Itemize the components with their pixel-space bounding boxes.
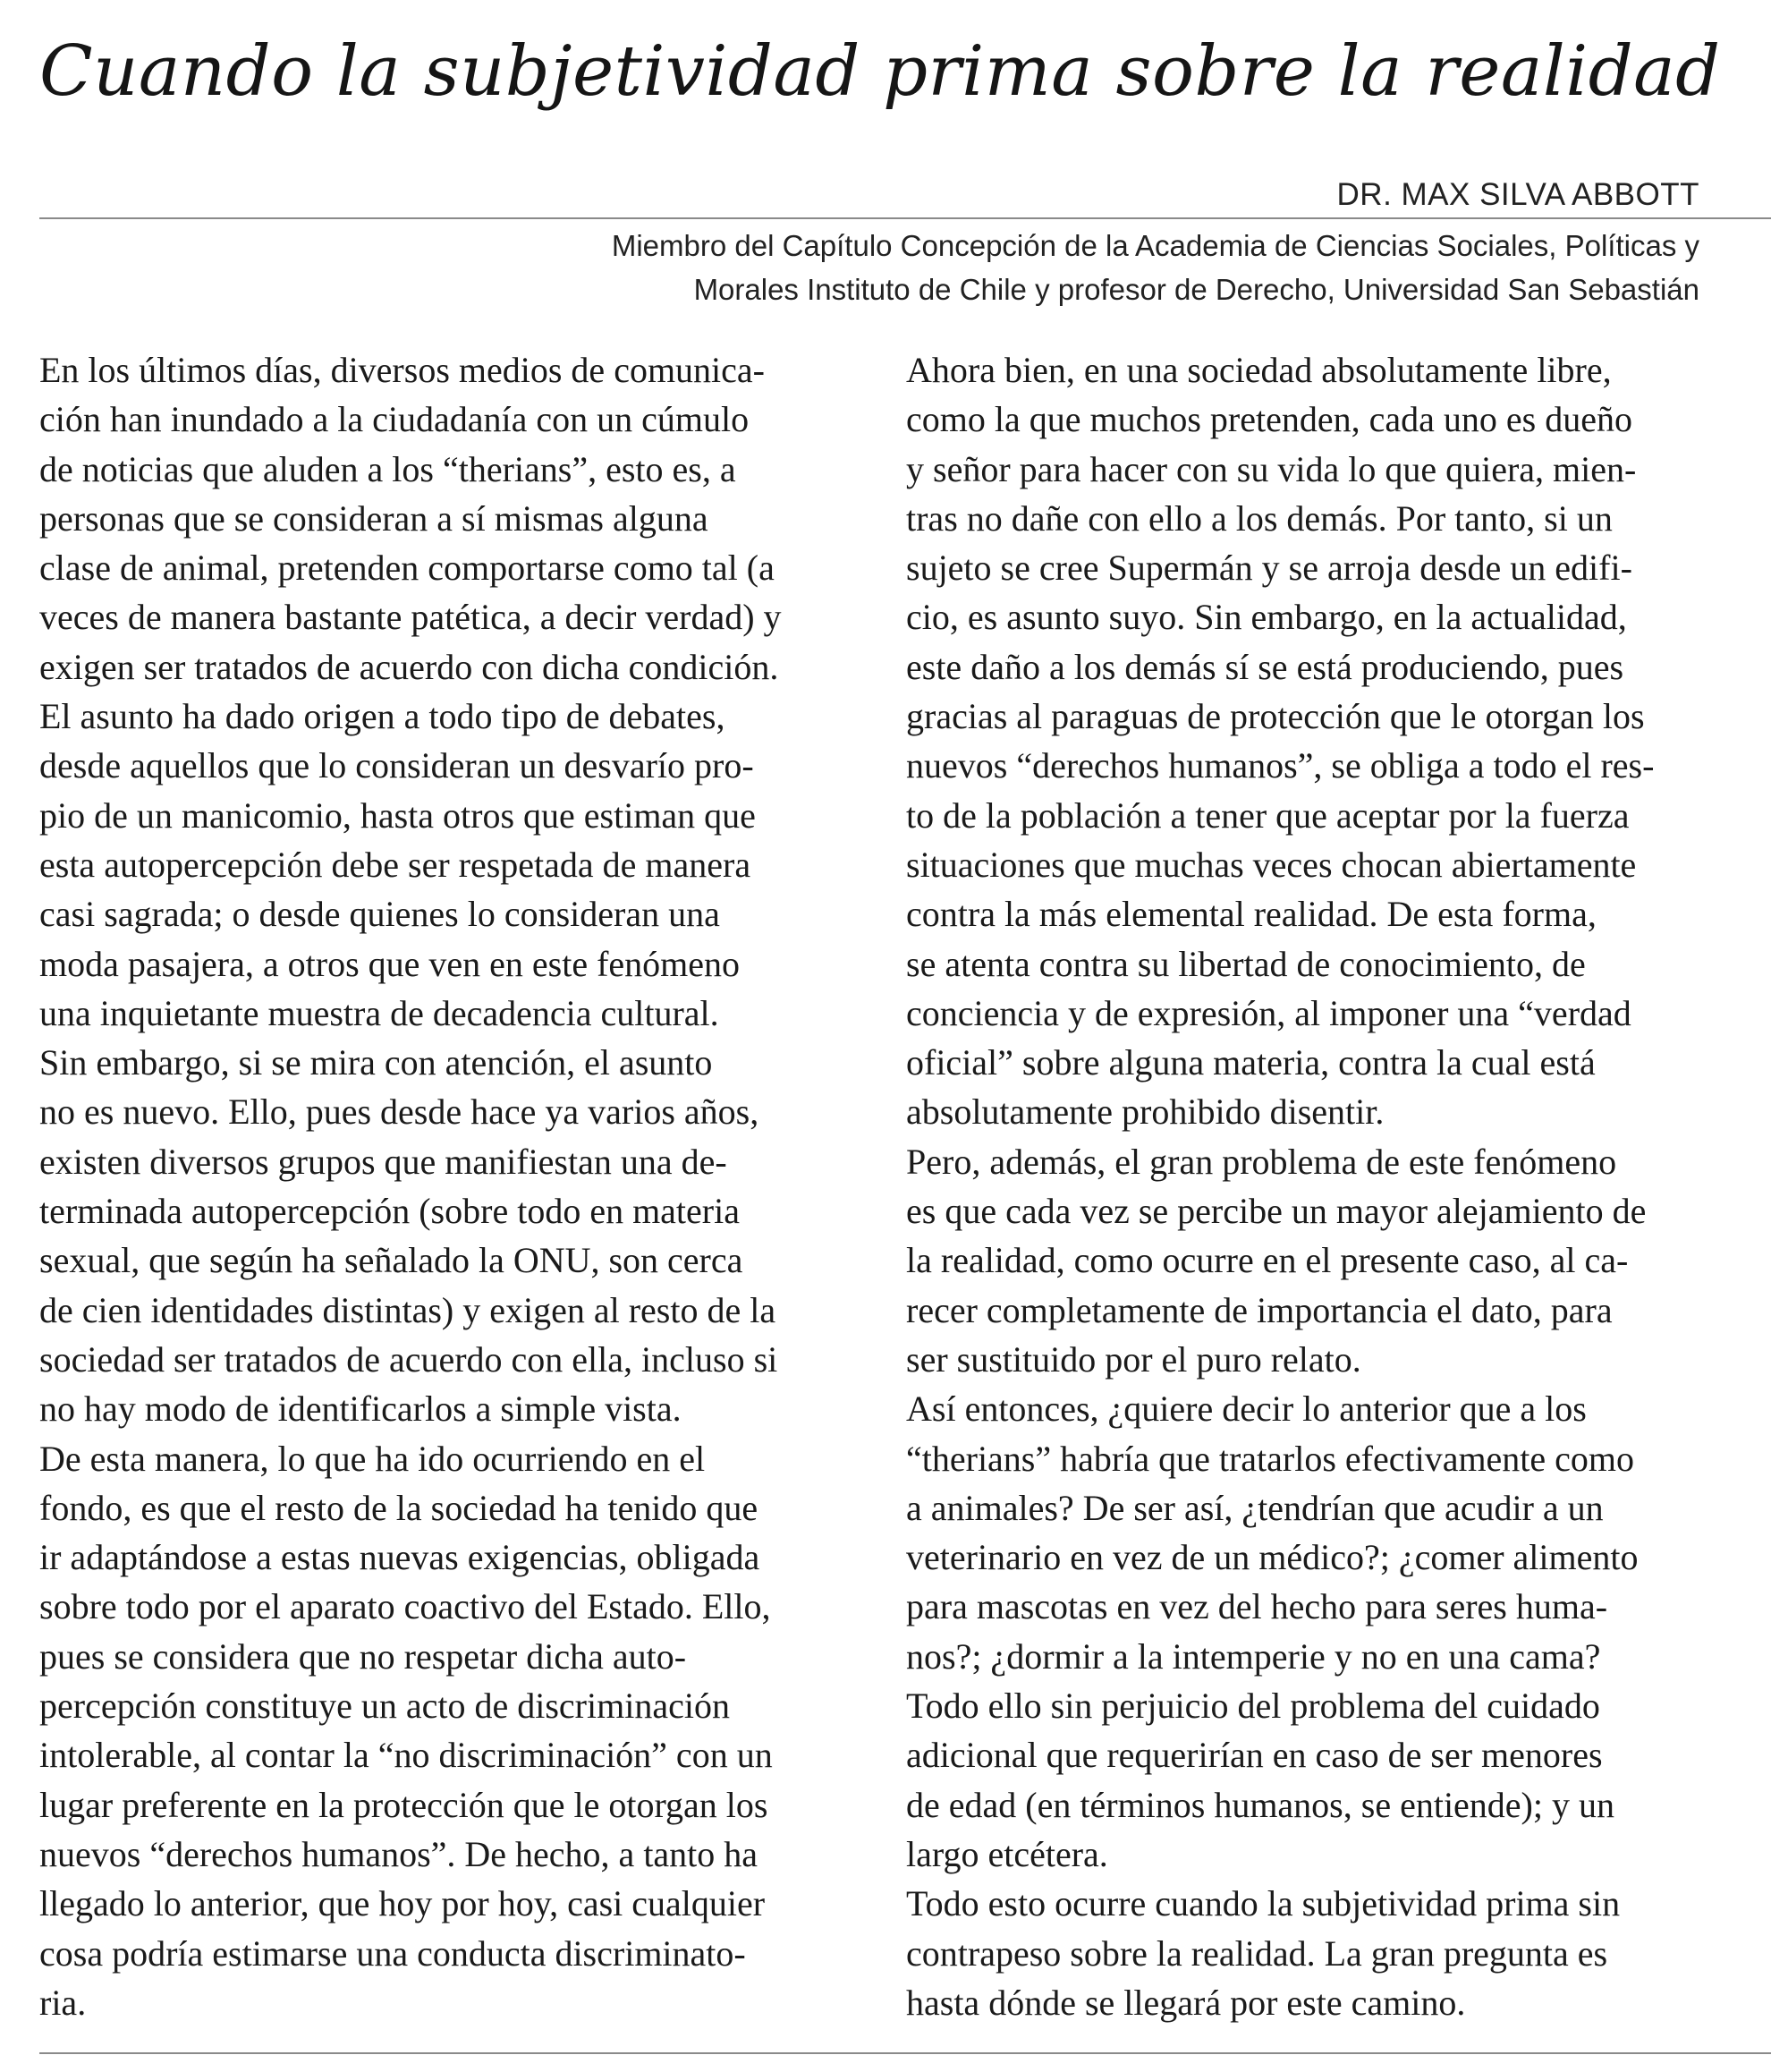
- body-text-line: conciencia y de expresión, al imponer una “verdad: [906, 992, 1631, 1033]
- body-text-line: absolutamente prohibido disentir.: [906, 1091, 1385, 1133]
- body-text-line: casi sagrada; o desde quienes lo consideran una: [39, 894, 720, 935]
- body-text-line: fondo, es que el resto de la sociedad ha tenido que: [39, 1487, 758, 1528]
- body-text-line: nuevos “derechos humanos”. De hecho, a tanto ha: [39, 1833, 758, 1874]
- body-text-line: to de la población a tener que aceptar por la fuerza: [906, 794, 1630, 836]
- body-text-line: Todo esto ocurre cuando la subjetividad prima sin: [906, 1883, 1621, 1924]
- body-text-line: nos?; ¿dormir a la intemperie y no en una cama?: [906, 1635, 1601, 1677]
- body-text-line: no es nuevo. Ello, pues desde hace ya varios años,: [39, 1091, 759, 1133]
- body-text-line: y señor para hacer con su vida lo que quiera, mien-: [906, 448, 1637, 489]
- body-text-line: contra la más elemental realidad. De esta forma,: [906, 894, 1597, 935]
- body-text-line: tras no dañe con ello a los demás. Por tanto, si un: [906, 497, 1613, 539]
- body-text-line: terminada autopercepción (sobre todo en materia: [39, 1191, 740, 1232]
- body-text-line: exigen ser tratados de acuerdo con dicha condición.: [39, 646, 779, 687]
- body-column-left: [39, 345, 880, 2027]
- body-text-line: la realidad, como ocurre en el presente caso, al ca-: [906, 1240, 1629, 1281]
- body-text-line: Ahora bien, en una sociedad absolutamente libre,: [906, 350, 1612, 390]
- body-text-line: hasta dónde se llegará por este camino.: [906, 1982, 1466, 2023]
- body-text-line: ria.: [39, 1982, 87, 2023]
- body-text-line: intolerable, al contar la “no discriminación” con un: [39, 1735, 773, 1776]
- body-text-line: cio, es asunto suyo. Sin embargo, en la actualidad,: [906, 597, 1627, 638]
- body-text-line: contrapeso sobre la realidad. La gran pregunta es: [906, 1932, 1608, 1974]
- author-name: DR. MAX SILVA ABBOTT: [1336, 177, 1699, 212]
- body-text-line: largo etcétera.: [906, 1833, 1108, 1874]
- body-text-line: Así entonces, ¿quiere decir lo anterior que a los: [906, 1388, 1587, 1430]
- body-text-line: de edad (en términos humanos, se entiende); y un: [906, 1784, 1614, 1825]
- body-text-line: ser sustituido por el puro relato.: [906, 1338, 1361, 1380]
- body-text-line: En los últimos días, diversos medios de comunica-: [39, 350, 765, 390]
- body-text-line: una inquietante muestra de decadencia cultural.: [39, 992, 719, 1033]
- affiliation-line: Morales Instituto de Chile y profesor de Derecho, Universidad San Sebastián: [693, 273, 1699, 306]
- body-text-line: nuevos “derechos humanos”, se obliga a todo el res-: [906, 745, 1655, 786]
- body-text-line: ir adaptándose a estas nuevas exigencias, obligada: [39, 1537, 760, 1578]
- body-text-line: Pero, además, el gran problema de este fenómeno: [906, 1141, 1617, 1182]
- body-text-line: para mascotas en vez del hecho para seres huma-: [906, 1586, 1608, 1627]
- body-text-line: de noticias que aluden a los “therians”, esto es, a: [39, 448, 736, 489]
- body-text-line: es que cada vez se percibe un mayor alejamiento de: [906, 1191, 1647, 1232]
- body-text-line: moda pasajera, a otros que ven en este fenómeno: [39, 943, 741, 984]
- body-text-line: cosa podría estimarse una conducta discriminato-: [39, 1932, 746, 1974]
- body-text-line: esta autopercepción debe ser respetada de manera: [39, 844, 751, 885]
- author-affiliation: [447, 224, 1699, 311]
- body-text-line: sujeto se cree Supermán y se arroja desde un edifi-: [906, 548, 1632, 589]
- body-text-line: “therians” habría que tratarlos efectivamente como: [906, 1438, 1635, 1479]
- body-text-line: Sin embargo, si se mira con atención, el asunto: [39, 1042, 713, 1083]
- body-text-line: adicional que requerirían en caso de ser menores: [906, 1735, 1603, 1776]
- body-column-right: [906, 345, 1747, 2027]
- affiliation-line: Miembro del Capítulo Concepción de la Academia de Ciencias Sociales, Políticas y: [611, 229, 1699, 262]
- body-text-line: situaciones que muchas veces chocan abiertamente: [906, 844, 1637, 885]
- body-text-line: de cien identidades distintas) y exigen al resto de la: [39, 1289, 776, 1330]
- body-text-line: gracias al paraguas de protección que le otorgan los: [906, 696, 1645, 737]
- body-text-line: recer completamente de importancia el dato, para: [906, 1289, 1613, 1330]
- body-text-line: sociedad ser tratados de acuerdo con ella, incluso si: [39, 1338, 778, 1380]
- headline: Cuando la subjetividad prima sobre la realidad: [39, 31, 1721, 112]
- body-text-line: pio de un manicomio, hasta otros que estiman que: [39, 794, 756, 836]
- body-text-line: a animales? De ser así, ¿tendrían que acudir a un: [906, 1487, 1604, 1528]
- body-text-line: se atenta contra su libertad de conocimiento, de: [906, 943, 1586, 984]
- body-text-line: De esta manera, lo que ha ido ocurriendo en el: [39, 1438, 706, 1479]
- body-text-line: ción han inundado a la ciudadanía con un cúmulo: [39, 399, 750, 440]
- body-text-line: pues se considera que no respetar dicha auto-: [39, 1635, 687, 1677]
- body-text-line: personas que se consideran a sí mismas alguna: [39, 497, 708, 539]
- body-text-line: percepción constituye un acto de discriminación: [39, 1686, 730, 1727]
- bottom-divider: [39, 2052, 1771, 2054]
- body-text-line: lugar preferente en la protección que le otorgan los: [39, 1784, 768, 1825]
- body-text-line: existen diversos grupos que manifiestan una de-: [39, 1141, 727, 1182]
- body-text-line: desde aquellos que lo consideran un desvarío pro-: [39, 745, 754, 786]
- body-text-line: llegado lo anterior, que hoy por hoy, casi cualquier: [39, 1883, 766, 1924]
- top-divider: [39, 217, 1771, 219]
- body-text-line: como la que muchos pretenden, cada uno es dueño: [906, 399, 1632, 440]
- body-text-line: oficial” sobre alguna materia, contra la cual está: [906, 1042, 1596, 1083]
- body-text-line: no hay modo de identificarlos a simple vista.: [39, 1388, 682, 1430]
- body-text-line: El asunto ha dado origen a todo tipo de debates,: [39, 696, 725, 737]
- body-text-line: clase de animal, pretenden comportarse como tal (a: [39, 548, 775, 589]
- body-text-line: sobre todo por el aparato coactivo del Estado. Ello,: [39, 1586, 771, 1627]
- body-text-line: sexual, que según ha señalado la ONU, son cerca: [39, 1240, 743, 1281]
- body-text-line: Todo ello sin perjuicio del problema del cuidado: [906, 1686, 1600, 1727]
- body-text-line: veterinario en vez de un médico?; ¿comer alimento: [906, 1537, 1639, 1578]
- body-text-line: este daño a los demás sí se está produciendo, pues: [906, 646, 1624, 687]
- body-text-line: veces de manera bastante patética, a decir verdad) y: [39, 597, 782, 638]
